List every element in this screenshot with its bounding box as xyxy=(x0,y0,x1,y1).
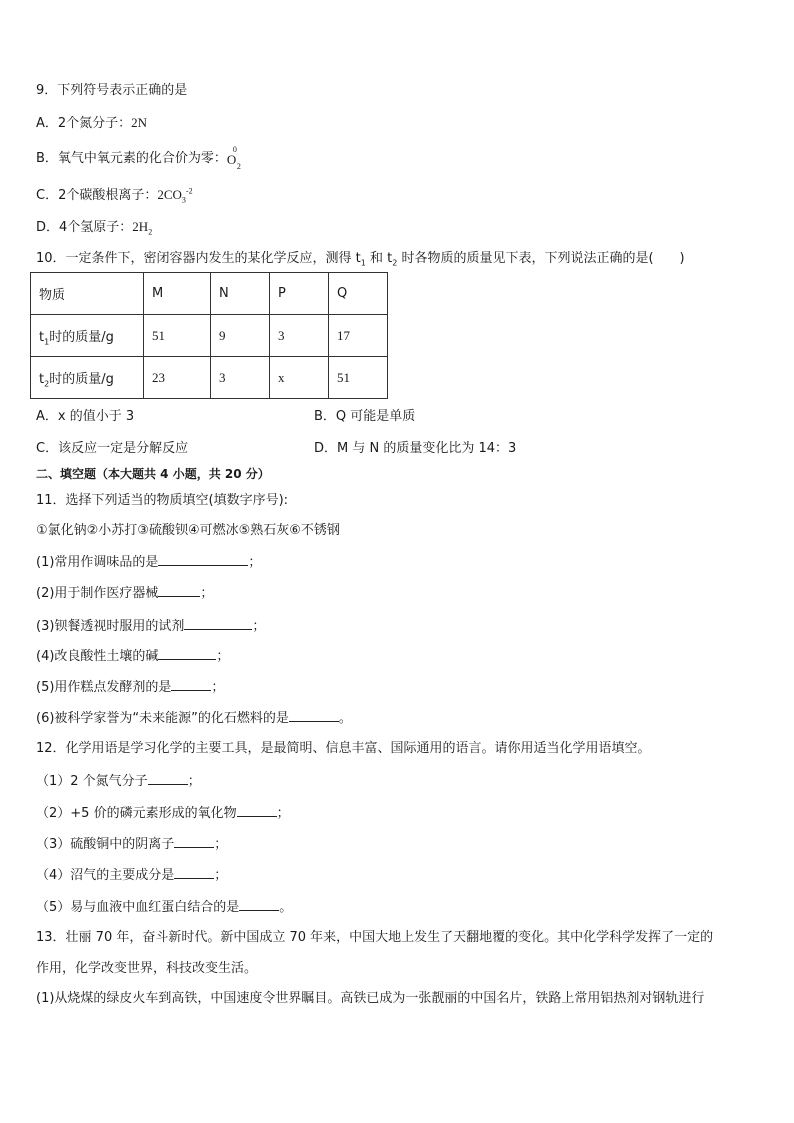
q9-option-a-formula: 2N xyxy=(131,115,148,130)
q12-stem: 12．化学用语是学习化学的主要工具，是最简明、信息丰富、国际通用的语言。请你用适当化学用语填空。 xyxy=(36,741,651,756)
table-header-cell: Q xyxy=(329,273,388,315)
q12-item-3-end: ； xyxy=(214,837,228,852)
q11-item-6 xyxy=(36,709,352,728)
q9-option-b-element: O xyxy=(226,152,237,167)
answer-blank[interactable] xyxy=(174,866,214,879)
row-label-t: t xyxy=(39,372,45,387)
answer-blank[interactable] xyxy=(289,709,339,722)
table-row-label xyxy=(31,357,144,399)
answer-blank[interactable] xyxy=(237,804,277,817)
q10-option-a: A．x 的值小于 3 xyxy=(36,409,135,424)
table-header-cell: N xyxy=(211,273,270,315)
q12-item-5 xyxy=(36,898,292,917)
q9-option-a-label: A．2个氮分子： xyxy=(36,116,132,131)
q11-item-3-end: ； xyxy=(252,619,266,634)
q12-item-3-text: （3）硫酸铜中的阴离子 xyxy=(36,837,175,852)
q11-item-4 xyxy=(36,647,229,666)
q9-option-b-label: B．氧气中氧元素的化合价为零： xyxy=(36,151,227,166)
q11-item-2-text: (2)用于制作医疗器械 xyxy=(36,586,159,601)
table-row xyxy=(31,357,388,399)
q9-option-c-subscript: 3 xyxy=(181,195,186,205)
q10-mass-table xyxy=(30,272,388,399)
q11-item-6-text: (6)被科学家誉为“未来能源”的化石燃料的是 xyxy=(36,711,289,726)
answer-blank[interactable] xyxy=(158,584,200,597)
q12-item-1 xyxy=(36,772,201,791)
q11-item-6-end: 。 xyxy=(338,711,352,726)
row-label-text: 时的质量/g xyxy=(49,372,114,387)
table-header-cell: M xyxy=(144,273,211,315)
answer-blank[interactable] xyxy=(174,835,214,848)
q9-option-b-valence: 0 xyxy=(232,145,237,154)
table-cell: 51 xyxy=(144,315,211,357)
q12-item-2 xyxy=(36,804,290,823)
row-label-text: 时的质量/g xyxy=(49,330,114,345)
q10-stem xyxy=(36,250,685,268)
table-cell: 51 xyxy=(329,357,388,399)
q12-item-1-text: （1）2 个氮气分子 xyxy=(36,774,148,789)
q10-stem-part3: 时各物质的质量见下表，下列说法正确的是( ) xyxy=(397,251,685,266)
q11-item-1 xyxy=(36,553,261,572)
table-cell: 9 xyxy=(211,315,270,357)
table-cell: 3 xyxy=(270,315,329,357)
q9-option-d xyxy=(36,218,152,237)
q10-stem-part2: 和 t xyxy=(365,251,393,266)
q11-item-3 xyxy=(36,617,265,636)
q9-option-c-superscript: -2 xyxy=(185,186,193,196)
q12-item-4 xyxy=(36,866,227,885)
row-label-sub: 2 xyxy=(44,379,50,389)
q11-item-2-end: ； xyxy=(200,586,214,601)
row-label-sub: 1 xyxy=(44,337,50,347)
q9-stem: 9．下列符号表示正确的是 xyxy=(36,83,188,98)
q10-stem-sub2: 2 xyxy=(392,258,398,268)
q12-item-2-end: ； xyxy=(276,806,290,821)
q9-option-c-formula xyxy=(157,186,193,205)
table-header-cell: 物质 xyxy=(31,273,144,315)
q12-item-1-end: ； xyxy=(187,774,201,789)
q9-option-b xyxy=(36,145,243,171)
q10-option-c: C．该反应一定是分解反应 xyxy=(36,441,189,456)
q11-choices: ①氯化钠②小苏打③硫酸钡④可燃冰⑤熟石灰⑥不锈钢 xyxy=(36,523,340,538)
q13-line-2: 作用，化学改变世界，科技改变生活。 xyxy=(36,961,258,976)
q12-item-4-end: ； xyxy=(214,868,228,883)
q10-stem-part1: 10．一定条件下，密闭容器内发生的某化学反应，测得 t xyxy=(36,251,361,266)
q9-option-b-subscript: 2 xyxy=(236,162,241,171)
q12-item-5-end: 。 xyxy=(279,900,293,915)
q11-item-1-text: (1)常用作调味品的是 xyxy=(36,555,159,570)
q12-item-4-text: （4）沼气的主要成分是 xyxy=(36,868,175,883)
q10-option-d: D．M 与 N 的质量变化比为 14：3 xyxy=(314,441,517,456)
row-label-t: t xyxy=(39,330,45,345)
answer-blank[interactable] xyxy=(171,678,211,691)
answer-blank[interactable] xyxy=(239,898,279,911)
q9-option-c-label: C．2个碳酸根离子： xyxy=(36,188,158,203)
q9-option-d-label: D．4个氢原子： xyxy=(36,220,133,235)
table-cell: 23 xyxy=(144,357,211,399)
q9-option-b-formula xyxy=(226,145,243,171)
table-header-cell: P xyxy=(270,273,329,315)
q9-option-c-base: 2CO xyxy=(157,187,182,202)
q9-option-d-base: 2H xyxy=(132,219,149,234)
q11-item-3-text: (3)钡餐透视时服用的试剂 xyxy=(36,619,185,634)
table-cell: 17 xyxy=(329,315,388,357)
q9-option-c xyxy=(36,186,193,205)
q11-item-5-end: ； xyxy=(211,680,225,695)
answer-blank[interactable] xyxy=(184,617,252,630)
q13-line-1: 13．壮丽 70 年，奋斗新时代。新中国成立 70 年来，中国大地上发生了天翻地覆的变化。其中化学科学发挥了一定的 xyxy=(36,930,714,945)
q9-option-a xyxy=(36,114,147,133)
q10-option-b: B．Q 可能是单质 xyxy=(314,409,416,424)
q12-item-3 xyxy=(36,835,227,854)
q9-option-d-subscript: 2 xyxy=(148,227,153,237)
q11-item-4-text: (4)改良酸性土壤的碱 xyxy=(36,649,159,664)
answer-blank[interactable] xyxy=(158,647,216,660)
q13-line-3: (1)从烧煤的绿皮火车到高铁，中国速度令世界瞩目。高铁已成为一张靓丽的中国名片，铁路上常用铝热剂对钢轨进行 xyxy=(36,991,705,1006)
q11-item-5-text: (5)用作糕点发酵剂的是 xyxy=(36,680,172,695)
table-row xyxy=(31,315,388,357)
table-cell: x xyxy=(270,357,329,399)
q9-option-d-formula xyxy=(132,219,153,237)
q11-stem: 11．选择下列适当的物质填空(填数字序号): xyxy=(36,493,289,508)
q12-item-2-text: （2）+5 价的磷元素形成的氧化物 xyxy=(36,806,237,821)
q11-item-4-end: ； xyxy=(216,649,230,664)
q12-item-5-text: （5）易与血液中血红蛋白结合的是 xyxy=(36,900,240,915)
q11-item-5 xyxy=(36,678,224,697)
table-cell: 3 xyxy=(211,357,270,399)
table-header-row xyxy=(31,273,388,315)
answer-blank[interactable] xyxy=(148,772,188,785)
q11-item-2 xyxy=(36,584,213,603)
answer-blank[interactable] xyxy=(158,553,248,566)
q10-stem-sub1: 1 xyxy=(360,258,366,268)
section-heading: 二、填空题（本大题共 4 小题，共 20 分） xyxy=(36,467,270,481)
q11-item-1-end: ； xyxy=(248,555,262,570)
table-row-label xyxy=(31,315,144,357)
